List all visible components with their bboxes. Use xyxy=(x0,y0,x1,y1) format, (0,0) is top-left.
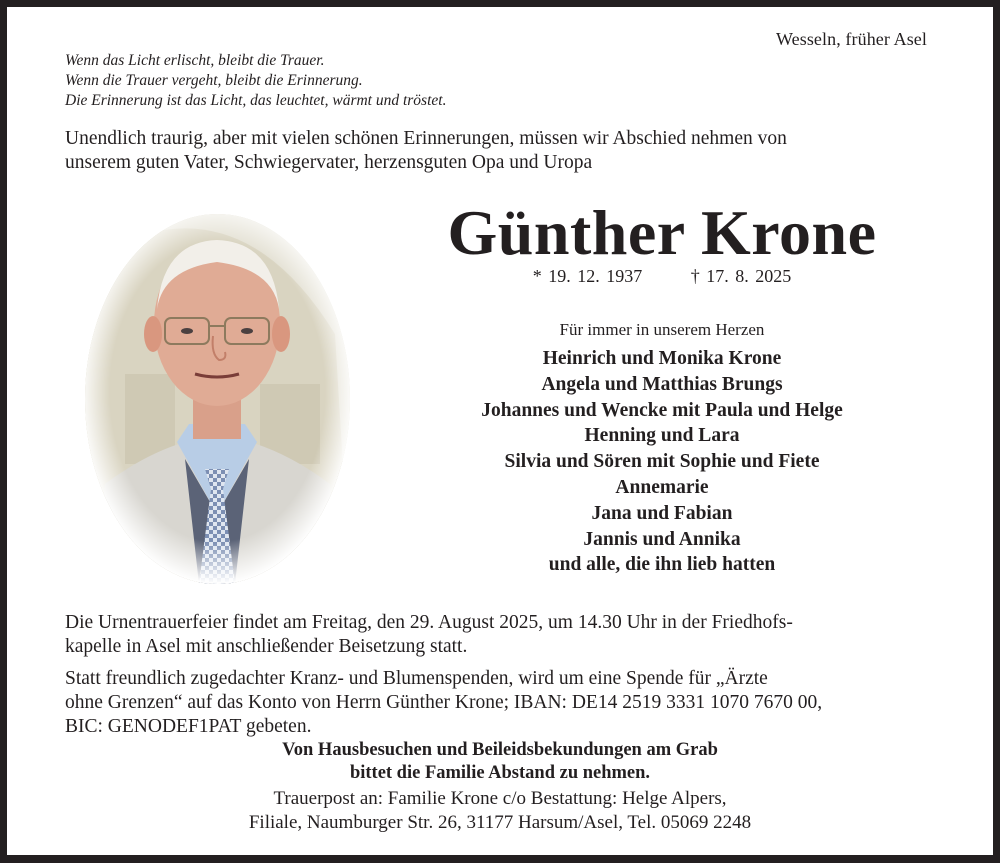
visit-notice xyxy=(7,739,993,785)
life-dates xyxy=(412,266,912,287)
family-member: Jannis und Annika xyxy=(583,528,741,550)
donation-line: BIC: GENODEF1PAT gebeten. xyxy=(65,716,312,737)
intro-line: unserem guten Vater, Schwiegervater, herzensguten Opa und Uropa xyxy=(65,152,593,173)
mail-line: Trauerpost an: Familie Krone c/o Bestattung: Helge Alpers, xyxy=(273,788,727,809)
portrait-illustration xyxy=(85,214,350,584)
donation-line: ohne Grenzen“ auf das Konto von Herrn Günther Krone; IBAN: DE14 2519 3331 1070 7670 00, xyxy=(65,692,823,713)
notice-line: Von Hausbesuchen und Beileidsbekundungen am Grab xyxy=(282,740,718,760)
location-line: Wesseln, früher Asel xyxy=(775,29,927,49)
portrait-photo xyxy=(85,214,350,584)
intro-line: Unendlich traurig, aber mit vielen schönen Erinnerungen, müssen wir Abschied nehmen von xyxy=(65,128,787,149)
obituary-card xyxy=(7,7,993,855)
poem-line: Die Erinnerung ist das Licht, das leuchtet, wärmt und tröstet. xyxy=(65,92,447,109)
poem-line: Wenn das Licht erlischt, bleibt die Trauer. xyxy=(65,52,325,69)
mail-line: Filiale, Naumburger Str. 26, 31177 Harsum/Asel, Tel. 05069 2248 xyxy=(248,812,752,833)
family-member: und alle, die ihn lieb hatten xyxy=(548,554,776,576)
family-member: Johannes und Wencke mit Paula und Helge xyxy=(481,399,843,421)
poem xyxy=(65,51,446,111)
deceased-name: Günther Krone xyxy=(447,197,877,268)
family-lead: Für immer in unserem Herzen xyxy=(559,320,765,339)
intro-text xyxy=(65,127,787,175)
family-list xyxy=(412,318,912,578)
family-member: Henning und Lara xyxy=(584,425,740,447)
family-member: Jana und Fabian xyxy=(591,502,733,524)
donation-line: Statt freundlich zugedachter Kranz- und Blumenspenden, wird um eine Spende für „Ärzte xyxy=(65,668,768,689)
family-member: Heinrich und Monika Krone xyxy=(542,348,782,369)
death-date: † 17. 8. 2025 xyxy=(690,266,792,286)
family-member: Silvia und Sören mit Sophie und Fiete xyxy=(504,451,820,473)
notice-line: bittet die Familie Abstand zu nehmen. xyxy=(349,763,651,783)
ceremony-line: Die Urnentrauerfeier findet am Freitag, den 29. August 2025, um 14.30 Uhr in der Friedhofs- xyxy=(65,612,793,633)
service-info xyxy=(65,607,822,739)
family-member: Annemarie xyxy=(615,476,709,498)
mail-address xyxy=(7,787,993,835)
family-member: Angela und Matthias Brungs xyxy=(541,373,783,395)
poem-line: Wenn die Trauer vergeht, bleibt die Erinnerung. xyxy=(65,72,363,89)
birth-date: * 19. 12. 1937 xyxy=(532,266,643,286)
ceremony-line: kapelle in Asel mit anschließender Beisetzung statt. xyxy=(65,636,468,657)
